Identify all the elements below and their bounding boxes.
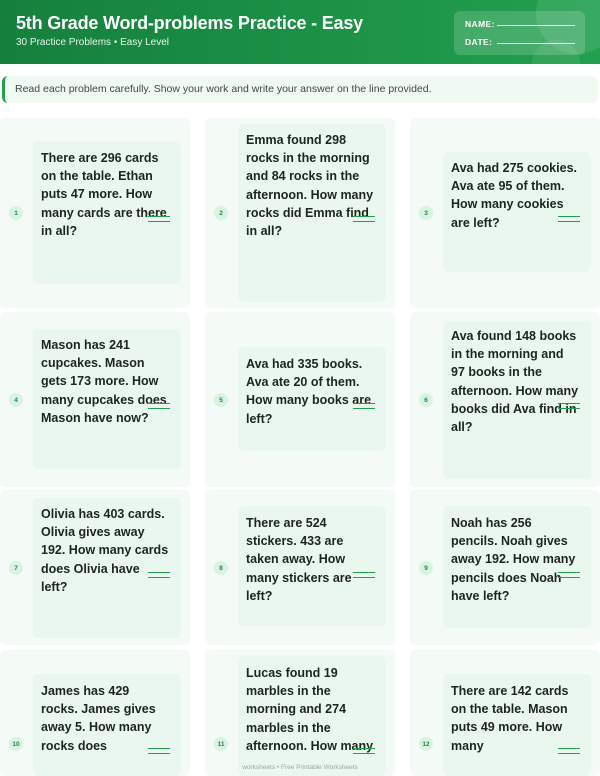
problem-text: Noah has 256 pencils. Noah gives away 192. How many pencils does Noah have left?	[451, 516, 576, 603]
problem-text: James has 429 rocks. James gives away 5. How many rocks does	[41, 684, 156, 753]
answer-line[interactable]	[353, 748, 375, 754]
problem-number-badge: 5	[214, 393, 228, 407]
instructions-text: Read each problem carefully. Show your work and write your answer on the line provided.	[15, 83, 432, 95]
problem-number-badge: 4	[9, 393, 23, 407]
answer-line[interactable]	[353, 572, 375, 578]
problem-number-badge: 9	[419, 561, 433, 575]
answer-line[interactable]	[558, 572, 580, 578]
problem-number-badge: 10	[9, 737, 23, 751]
problem-text: Olivia has 403 cards. Olivia gives away 192. How many cards does Olivia have left?	[41, 507, 169, 594]
answer-line[interactable]	[558, 748, 580, 754]
problem-number-badge: 12	[419, 737, 433, 751]
answer-line[interactable]	[353, 403, 375, 409]
problem-text: Emma found 298 rocks in the morning and 84 rocks in the afternoon. How many rocks did Emma find in all?	[246, 133, 374, 239]
date-label: DATE:	[465, 37, 493, 47]
problem-number-badge: 1	[9, 206, 23, 220]
answer-line[interactable]	[148, 216, 170, 222]
answer-line[interactable]	[148, 748, 170, 754]
problem-text: Mason has 241 cupcakes. Mason gets 173 more. How many cupcakes does Mason have now?	[41, 338, 167, 425]
instructions-bar	[2, 76, 598, 103]
problem-number-badge: 7	[9, 561, 23, 575]
answer-line[interactable]	[353, 216, 375, 222]
problem-text: There are 142 cards on the table. Mason puts 49 more. How many	[451, 684, 569, 753]
problem-number-badge: 8	[214, 561, 228, 575]
name-date-box	[454, 11, 585, 55]
problem-number-badge: 11	[214, 737, 228, 751]
page-title: 5th Grade Word-problems Practice - Easy	[16, 13, 363, 33]
problem-number-badge: 3	[419, 206, 433, 220]
footer-watermark: worksheets • Free Printable Worksheets	[242, 764, 358, 771]
worksheet-header	[0, 0, 600, 64]
problem-number-badge: 6	[419, 393, 433, 407]
problem-text: There are 524 stickers. 433 are taken away. How many stickers are left?	[246, 516, 352, 603]
problem-text: Ava had 335 books. Ava ate 20 of them. How many books are left?	[246, 357, 372, 426]
name-label: NAME:	[465, 19, 495, 29]
answer-line[interactable]	[558, 216, 580, 222]
problem-number-badge: 2	[214, 206, 228, 220]
problem-text: Ava had 275 cookies. Ava ate 95 of them. How many cookies are left?	[451, 161, 577, 230]
answer-line[interactable]	[148, 572, 170, 578]
name-line[interactable]	[497, 25, 575, 26]
date-line[interactable]	[497, 43, 575, 44]
problem-text: Lucas found 19 marbles in the morning and 274 marbles in the afternoon. How many	[246, 666, 374, 753]
page-subtitle: 30 Practice Problems • Easy Level	[16, 37, 170, 48]
answer-line[interactable]	[148, 403, 170, 409]
answer-line[interactable]	[558, 403, 580, 409]
problem-text: Ava found 148 books in the morning and 97 books in the afternoon. How many books did Ava find in all?	[451, 329, 579, 435]
problem-text: There are 296 cards on the table. Ethan puts 47 more. How many cards are there in all?	[41, 151, 167, 238]
